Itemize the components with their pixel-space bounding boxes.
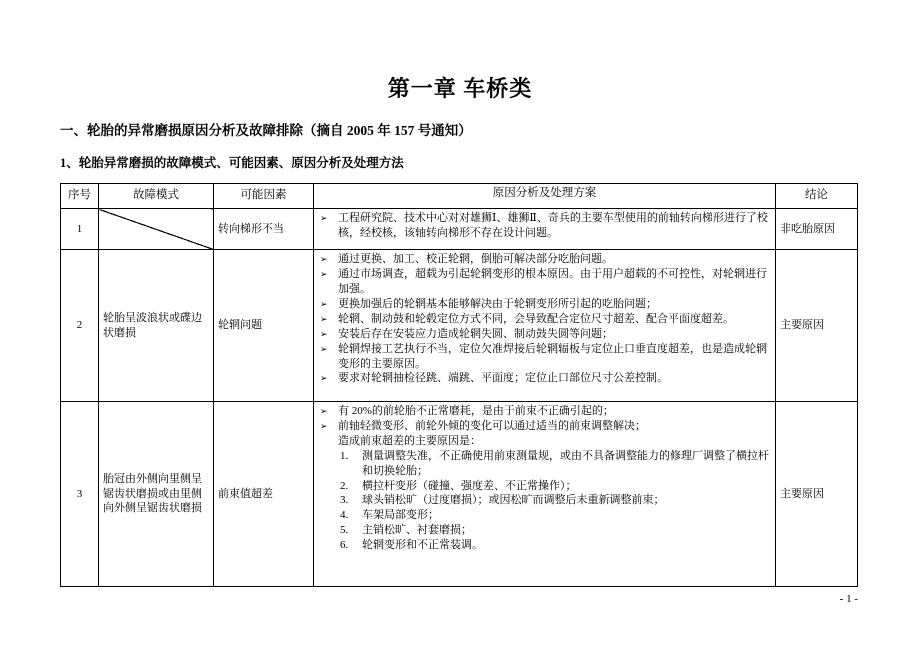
analysis-item-text: 轮辋变形和不正常装调。 [362,538,483,551]
analysis-item-text: 主销松旷、衬套磨损； [362,524,472,537]
conclusion-cell: 主要原因 [776,402,858,587]
list-number: 4. [340,509,349,522]
analysis-item-bullet [318,327,771,342]
bullet-arrow-icon: ➢ [320,313,328,324]
cause-analysis-cell [314,402,776,587]
list-number: 6. [340,538,349,551]
serial-number-cell: 3 [61,402,99,587]
analysis-item-plain: 造成前束超差的主要原因是： [338,435,481,447]
failure-mode-cell-blank-diagonal [99,209,214,250]
bullet-arrow-icon: ➢ [320,328,328,339]
analysis-item-text: 通过市场调查，超载为引起轮辋变形的根本原因。由于用户超载的不可控性，对轮辋进行加强。 [338,268,767,295]
list-number: 3. [340,494,349,507]
header-cause-analysis: 原因分析及处理方案 [314,184,776,209]
analysis-item-bullet [318,297,771,312]
analysis-item-text: 车架局部变形； [362,509,439,522]
header-failure-mode: 故障模式 [99,184,214,209]
section-heading: 一、轮胎的异常磨损原因分析及故障排除（摘自 2005 年 157 号通知） [60,123,472,138]
analysis-item-numbered [318,449,771,479]
table-row [61,250,858,402]
analysis-item-numbered [318,523,771,538]
header-conclusion: 结论 [776,184,858,209]
bullet-arrow-icon: ➢ [320,298,328,309]
analysis-item-text: 要求对轮辋抽检径跳、端跳、平面度；定位止口部位尺寸公差控制。 [338,372,668,385]
possible-factor-cell: 转向梯形不当 [214,209,314,250]
table-row [61,402,858,587]
bullet-arrow-icon: ➢ [320,213,328,223]
analysis-item-text: 更换加强后的轮辋基本能够解决由于轮辋变形所引起的吃胎问题； [338,297,657,310]
analysis-item-bullet [318,342,771,372]
table-header [61,184,858,209]
failure-mode-cell: 轮胎呈波浪状或碟边状磨损 [99,250,214,402]
analysis-item-numbered [318,493,771,508]
analysis-item-text: 轮辋焊接工艺执行不当，定位欠准焊接后轮辋辐板与定位止口垂直度超差，也是造成轮辋变形的主要原因。 [338,342,767,370]
analysis-item-bullet [318,419,771,434]
analysis-item-text: 通过更换、加工、校正轮辋，倒胎可解决部分吃胎问题。 [338,253,613,265]
analysis-item-text: 工程研究院、技术中心对对雄狮Ⅰ、雄狮Ⅱ、奇兵的主要车型使用的前轴转向梯形进行了校核，经校核，该轴转向梯形不存在设计问题。 [338,212,768,239]
header-possible-factor: 可能因素 [214,184,314,209]
list-number: 1. [340,449,349,462]
failure-mode-cell: 胎冠由外侧向里侧呈锯齿状磨损或由里侧向外侧呈锯齿状磨损 [99,402,214,587]
possible-factor-cell: 轮辋问题 [214,250,314,402]
analysis-item-bullet [318,312,771,327]
table-header-row [61,184,858,209]
analysis-item-text: 有 20%的前轮胎不正常磨耗，是由于前束不正确引起的； [338,405,614,417]
cause-analysis-cell [314,250,776,402]
bullet-arrow-icon: ➢ [320,406,328,416]
analysis-item-bullet [318,267,771,297]
analysis-item-bullet [318,371,771,386]
bullet-arrow-icon: ➢ [320,254,328,264]
table-body [61,209,858,587]
analysis-item-text: 球头销松旷（过度磨损）；或因松旷而调整后未重新调整前束； [362,494,665,507]
list-number: 5. [340,524,349,537]
analysis-item-text: 测量调整失准，不正确使用前束测量规，或由不具备调整能力的修理厂调整了横拉杆和切换轮胎； [362,449,769,477]
serial-number-cell: 1 [61,209,99,250]
page-title: 第一章 车桥类 [387,76,533,101]
table-row [61,209,858,250]
conclusion-cell: 非吃胎原因 [776,209,858,250]
analysis-item-bullet [318,404,771,419]
bullet-arrow-icon: ➢ [320,343,328,354]
analysis-item-text: 安装后存在安装应力造成轮辋失圆、制动鼓失圆等问题； [338,327,613,340]
page-number: - 1 - [839,593,858,605]
cause-analysis-cell [314,209,776,250]
bullet-arrow-icon: ➢ [320,421,328,431]
possible-factor-cell: 前束值超差 [214,402,314,587]
analysis-item-numbered [318,479,771,494]
analysis-item-numbered [318,508,771,523]
subsection-heading: 1、轮胎异常磨损的故障模式、可能因素、原因分析及处理方法 [60,156,404,170]
bullet-arrow-icon: ➢ [320,269,328,279]
analysis-item-bullet [318,252,771,267]
serial-number-cell: 2 [61,250,99,402]
bullet-arrow-icon: ➢ [320,373,328,384]
analysis-item-bullet [318,211,771,241]
analysis-item-text: 轮辋、制动鼓和轮毂定位方式不同，会导致配合定位尺寸超差、配合平面度超差。 [338,312,734,325]
conclusion-cell: 主要原因 [776,250,858,402]
header-serial-number: 序号 [61,184,99,209]
list-number: 2. [340,479,349,492]
fault-analysis-table [60,183,858,587]
analysis-item-numbered [318,538,771,553]
analysis-item-text: 前轴轻微变形、前轮外倾的变化可以通过适当的前束调整解决； [338,420,646,432]
analysis-item-text: 横拉杆变形（碰撞、强度差、不正常操作）； [362,479,577,492]
